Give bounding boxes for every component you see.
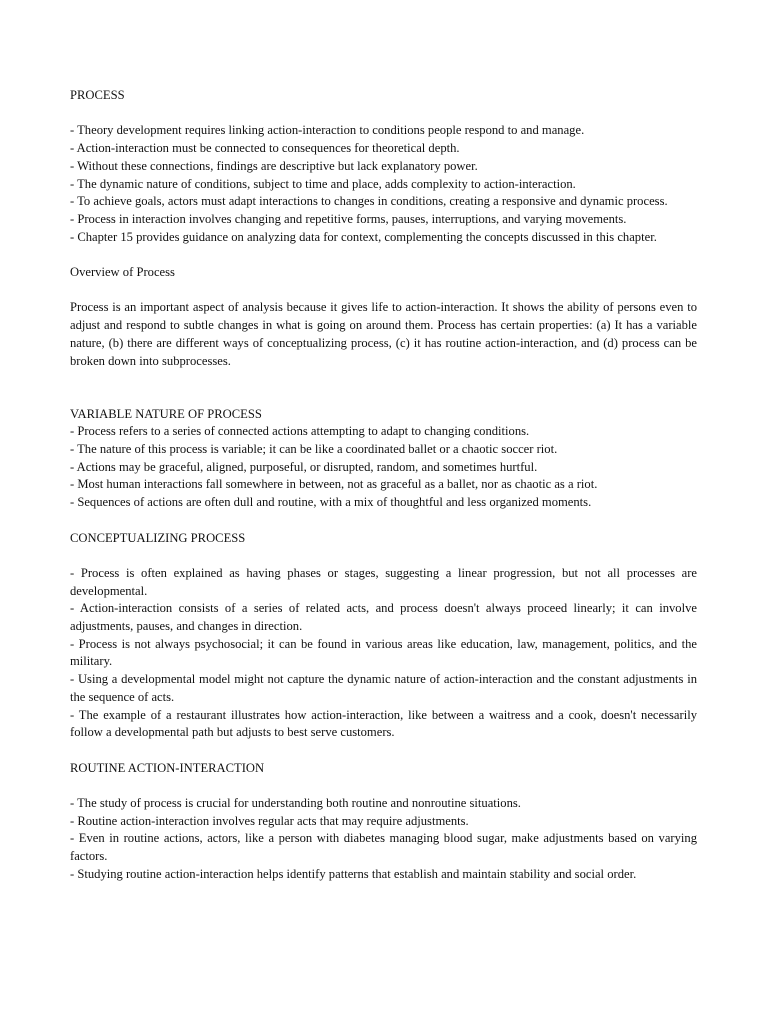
bullet-item: - Using a developmental model might not capture the dynamic nature of action-interaction and the constant adjustments in the sequence of acts. (70, 672, 697, 704)
bullet-item: - Studying routine action-interaction helps identify patterns that establish and maintain stability and social order. (70, 866, 637, 881)
bullet-item: - Without these connections, findings are descriptive but lack explanatory power. (70, 158, 478, 173)
section-overview (70, 264, 697, 370)
bullet-item: - Process is often explained as having phases or stages, suggesting a linear progression, but not all processes are developmental. (70, 565, 697, 598)
bullet-item: - Even in routine actions, actors, like a person with diabetes managing blood sugar, make adjustments based on varying factors. (70, 831, 697, 864)
section-title-routine: ROUTINE ACTION-INTERACTION (70, 760, 265, 775)
section-title-overview: Overview of Process (70, 265, 175, 279)
bullet-item: - Sequences of actions are often dull and routine, with a mix of thoughtful and less organized moments. (70, 495, 592, 510)
bullet-item: - Action-interaction consists of a series of related acts, and process doesn't always proceed linearly; it can involve adjustments, pauses, and changes in direction. (70, 601, 697, 633)
bullet-list-process (70, 122, 697, 246)
bullet-item: - Action-interaction must be connected to consequences for theoretical depth. (70, 141, 460, 156)
bullet-item: - The example of a restaurant illustrates how action-interaction, like between a waitress and a cook, doesn't necessarily follow a developmental path but adjusts to best serve customers. (70, 707, 697, 740)
bullet-item: - Theory development requires linking action-interaction to conditions people respond to and manage. (70, 123, 585, 138)
bullet-list-conceptualizing (70, 565, 697, 742)
section-process (70, 87, 697, 246)
section-conceptualizing (70, 530, 697, 742)
section-title-process: PROCESS (70, 88, 125, 102)
bullet-item: - The nature of this process is variable; it can be like a coordinated ballet or a chaotic soccer riot. (70, 442, 558, 456)
bullet-item: - Process refers to a series of connected actions attempting to adapt to changing conditions. (70, 424, 530, 439)
document-body (70, 87, 697, 884)
bullet-list-routine (70, 795, 697, 884)
bullet-item: - Routine action-interaction involves regular acts that may require adjustments. (70, 813, 469, 828)
bullet-list-variable-nature (70, 423, 697, 512)
bullet-item: - Process in interaction involves changing and repetitive forms, pauses, interruptions, and varying movements. (70, 211, 627, 226)
bullet-item: - The dynamic nature of conditions, subject to time and place, adds complexity to action-interaction. (70, 176, 576, 191)
section-routine (70, 760, 697, 884)
bullet-item: - Actions may be graceful, aligned, purposeful, or disrupted, random, and sometimes hurtful. (70, 459, 538, 474)
section-title-conceptualizing: CONCEPTUALIZING PROCESS (70, 530, 246, 545)
section-title-variable-nature: VARIABLE NATURE OF PROCESS (70, 406, 262, 421)
bullet-item: - Most human interactions fall somewhere in between, not as graceful as a ballet, nor as chaotic as a riot. (70, 477, 598, 492)
overview-paragraph: Process is an important aspect of analysis because it gives life to action-interaction. It shows the ability of persons even to adjust and respond to subtle changes in what is going on around them. Process has certain properties: (a) It has a variable nature, (b) there are different ways of conceptualizing process, (c) it has routine action-interaction, and (d) process can be broken down into subprocesses. (70, 300, 697, 368)
bullet-item: - The study of process is crucial for understanding both routine and nonroutine situations. (70, 796, 521, 810)
bullet-item: - Chapter 15 provides guidance on analyzing data for context, complementing the concepts discussed in this chapter. (70, 229, 657, 244)
bullet-item: - To achieve goals, actors must adapt interactions to changes in conditions, creating a responsive and dynamic process. (70, 194, 668, 209)
bullet-item: - Process is not always psychosocial; it can be found in various areas like education, law, management, politics, and the military. (70, 636, 697, 669)
section-variable-nature (70, 406, 697, 512)
